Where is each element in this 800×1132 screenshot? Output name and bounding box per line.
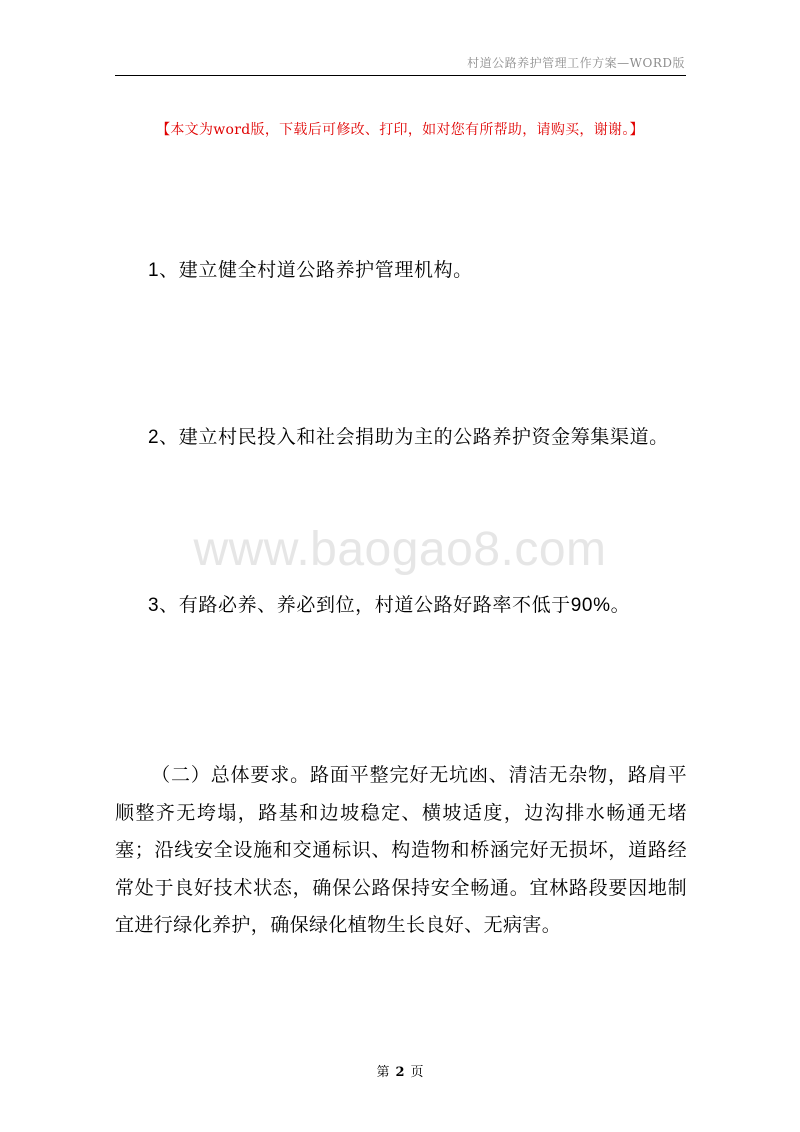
footer-suffix: 页 [410,1065,424,1080]
list-item-2: 2、建立村民投入和社会捐助为主的公路养护资金筹集渠道。 [148,427,669,448]
download-notice: 【本文为word版，下载后可修改、打印，如对您有所帮助，请购买，谢谢。】 [156,122,644,138]
watermark: www.baogao8.com [193,523,607,576]
page-number: 2 [395,1065,405,1080]
header-divider [115,75,686,76]
page-footer [0,1061,800,1080]
list-item-3: 3、有路必养、养必到位，村道公路好路率不低于90%。 [148,595,631,616]
footer-prefix: 第 [376,1065,390,1080]
requirements-paragraph: （二）总体要求。路面平整完好无坑凼、清洁无杂物，路肩平顺整齐无垮塌，路基和边坡稳定、横坡适度，边沟排水畅通无堵塞；沿线安全设施和交通标识、构造物和桥涵完好无损坏，道路经常处于良好技术状态，确保公路保持安全畅通。宜林路段要因地制宜进行绿化养护，确保绿化植物生长良好、无病害。 [115,764,687,936]
document-header-title: 村道公路养护管理工作方案—WORD版 [467,56,685,70]
list-item-1: 1、建立健全村道公路养护管理机构。 [148,260,473,281]
